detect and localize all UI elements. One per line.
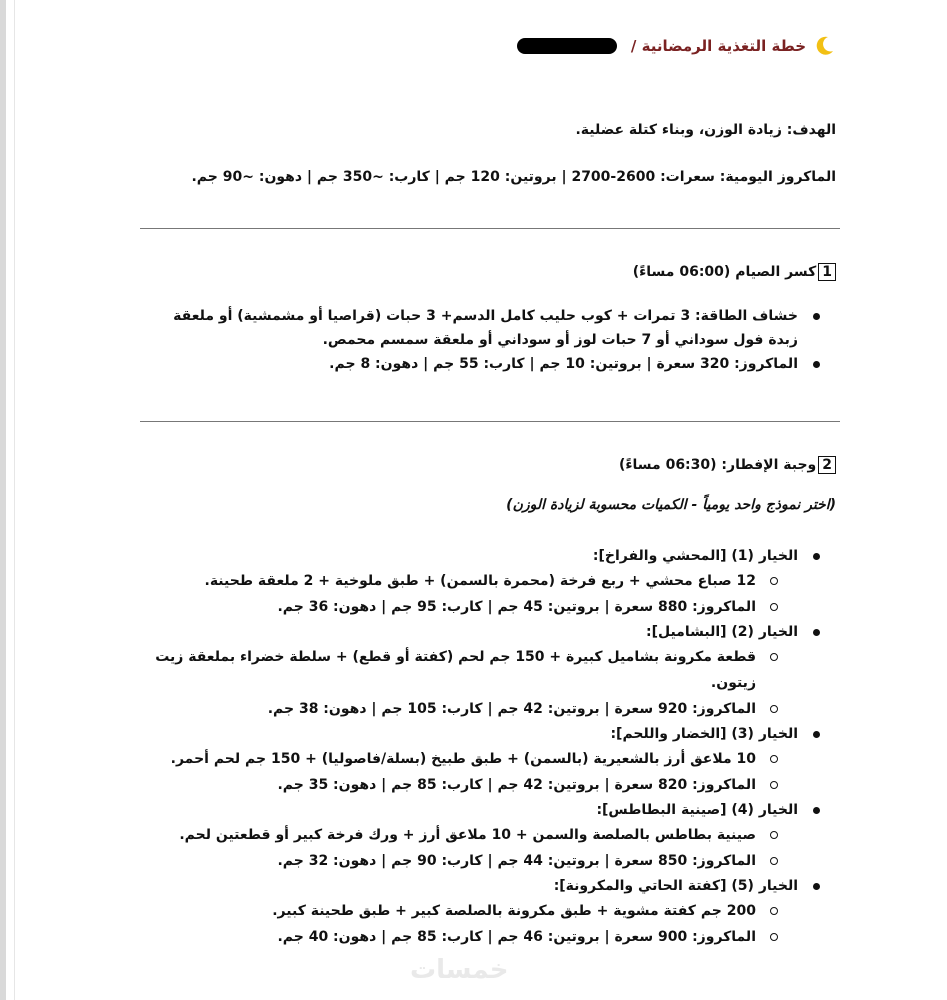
- option-meal: [140, 746, 840, 772]
- circle-bullet-icon: [770, 603, 778, 611]
- circle-bullet-icon: [770, 781, 778, 789]
- option-label: الخيار (2) [البشاميل]:: [645, 624, 798, 640]
- bullet-icon: [813, 361, 820, 368]
- bullet-icon: [813, 553, 820, 560]
- circle-bullet-icon: [770, 907, 778, 915]
- bullet-icon: [813, 807, 820, 814]
- list-item-text: الماكروز: 320 سعرة | بروتين: 10 جم | كارب: 55 جم | دهون: 8 جم.: [329, 356, 798, 372]
- title-row: [517, 34, 836, 58]
- divider: [140, 228, 840, 229]
- circle-bullet-icon: [770, 653, 778, 661]
- option-meal: [140, 822, 840, 848]
- option-macros: [140, 696, 840, 722]
- redacted-name: [517, 38, 617, 54]
- macros-text: الماكروز: 920 سعرة | بروتين: 42 جم | كارب: 105 جم | دهون: 38 جم.: [267, 701, 756, 717]
- option-item: [140, 722, 840, 746]
- section-heading-iftar: [619, 456, 836, 474]
- break-fast-list: [140, 304, 840, 376]
- section-heading-break-fast: [633, 263, 836, 281]
- option-macros: [140, 772, 840, 798]
- option-label: الخيار (5) [كفتة الحاتي والمكرونة]:: [553, 878, 798, 894]
- option-label: الخيار (4) [صينية البطاطس]:: [596, 802, 798, 818]
- option-label: الخيار (1) [المحشي والفراخ]:: [592, 548, 798, 564]
- section-heading-text: وجبة الإفطار: (06:30 مساءً): [618, 457, 817, 473]
- section-heading-text: كسر الصيام (06:00 مساءً): [632, 264, 817, 280]
- bullet-icon: [813, 883, 820, 890]
- goal-text: الهدف: زيادة الوزن، وبناء كتلة عضلية.: [575, 122, 836, 138]
- option-item: [140, 874, 840, 898]
- section-number-badge: 1: [818, 263, 836, 281]
- option-macros: [140, 848, 840, 874]
- macros-text: الماكروز: 850 سعرة | بروتين: 44 جم | كارب: 90 جم | دهون: 32 جم.: [277, 853, 756, 869]
- window-edge: [0, 0, 6, 1000]
- divider: [140, 421, 840, 422]
- circle-bullet-icon: [770, 857, 778, 865]
- circle-bullet-icon: [770, 755, 778, 763]
- option-item: [140, 544, 840, 568]
- daily-macros-text: الماكروز اليومية: سعرات: 2600-2700 | بروتين: 120 جم | كارب: ~350 جم | دهون: ~90 جم.: [191, 169, 836, 185]
- window-edge-line: [14, 0, 15, 1000]
- crescent-moon-icon: [812, 34, 836, 58]
- document-page: [130, 0, 840, 1000]
- bullet-icon: [813, 629, 820, 636]
- option-item: [140, 620, 840, 644]
- option-meal: [140, 898, 840, 924]
- list-item: [140, 352, 840, 376]
- page-title: خطة التغذية الرمضانية /: [630, 37, 806, 55]
- macros-text: الماكروز: 880 سعرة | بروتين: 45 جم | كارب: 95 جم | دهون: 36 جم.: [277, 599, 756, 615]
- option-item: [140, 798, 840, 822]
- meal-text: قطعة مكرونة بشاميل كبيرة + 150 جم لحم (كفتة أو قطع) + سلطة خضراء بملعقة زيت زيتون.: [155, 649, 756, 691]
- macros-text: الماكروز: 900 سعرة | بروتين: 46 جم | كارب: 85 جم | دهون: 40 جم.: [277, 929, 756, 945]
- circle-bullet-icon: [770, 577, 778, 585]
- circle-bullet-icon: [770, 705, 778, 713]
- option-meal: [140, 644, 840, 696]
- meal-text: 10 ملاعق أرز بالشعيرية (بالسمن) + طبق طبيخ (بسلة/فاصوليا) + 150 جم لحم أحمر.: [170, 751, 756, 767]
- option-macros: [140, 594, 840, 620]
- meal-text: 12 صباع محشي + ربع فرخة (محمرة بالسمن) + طبق ملوخية + 2 ملعقة طحينة.: [204, 573, 756, 589]
- option-meal: [140, 568, 840, 594]
- watermark: خمسات: [410, 955, 509, 985]
- meal-text: صينية بطاطس بالصلصة والسمن + 10 ملاعق أرز + ورك فرخة كبير أو قطعتين لحم.: [179, 827, 756, 843]
- circle-bullet-icon: [770, 831, 778, 839]
- macros-text: الماكروز: 820 سعرة | بروتين: 42 جم | كارب: 85 جم | دهون: 35 جم.: [277, 777, 756, 793]
- bullet-icon: [813, 731, 820, 738]
- meal-text: 200 جم كفتة مشوية + طبق مكرونة بالصلصة كبير + طبق طحينة كبير.: [272, 903, 756, 919]
- bullet-icon: [813, 313, 820, 320]
- option-macros: [140, 924, 840, 950]
- section-number-badge: 2: [818, 456, 836, 474]
- option-label: الخيار (3) [الخضار واللحم]:: [610, 726, 798, 742]
- list-item: [140, 304, 840, 352]
- iftar-options-list: [140, 544, 840, 950]
- instruction-text: (اختر نموذج واحد يومياً - الكميات محسوبة لزيادة الوزن): [506, 497, 836, 513]
- circle-bullet-icon: [770, 933, 778, 941]
- list-item-text: خشاف الطاقة: 3 تمرات + كوب حليب كامل الدسم+ 3 حبات (قراصيا أو مشمشية) أو ملعقة زبدة فول سوداني أو 7 حبات لوز أو سوداني أو ملعقة سمسم محمص.: [173, 308, 798, 348]
